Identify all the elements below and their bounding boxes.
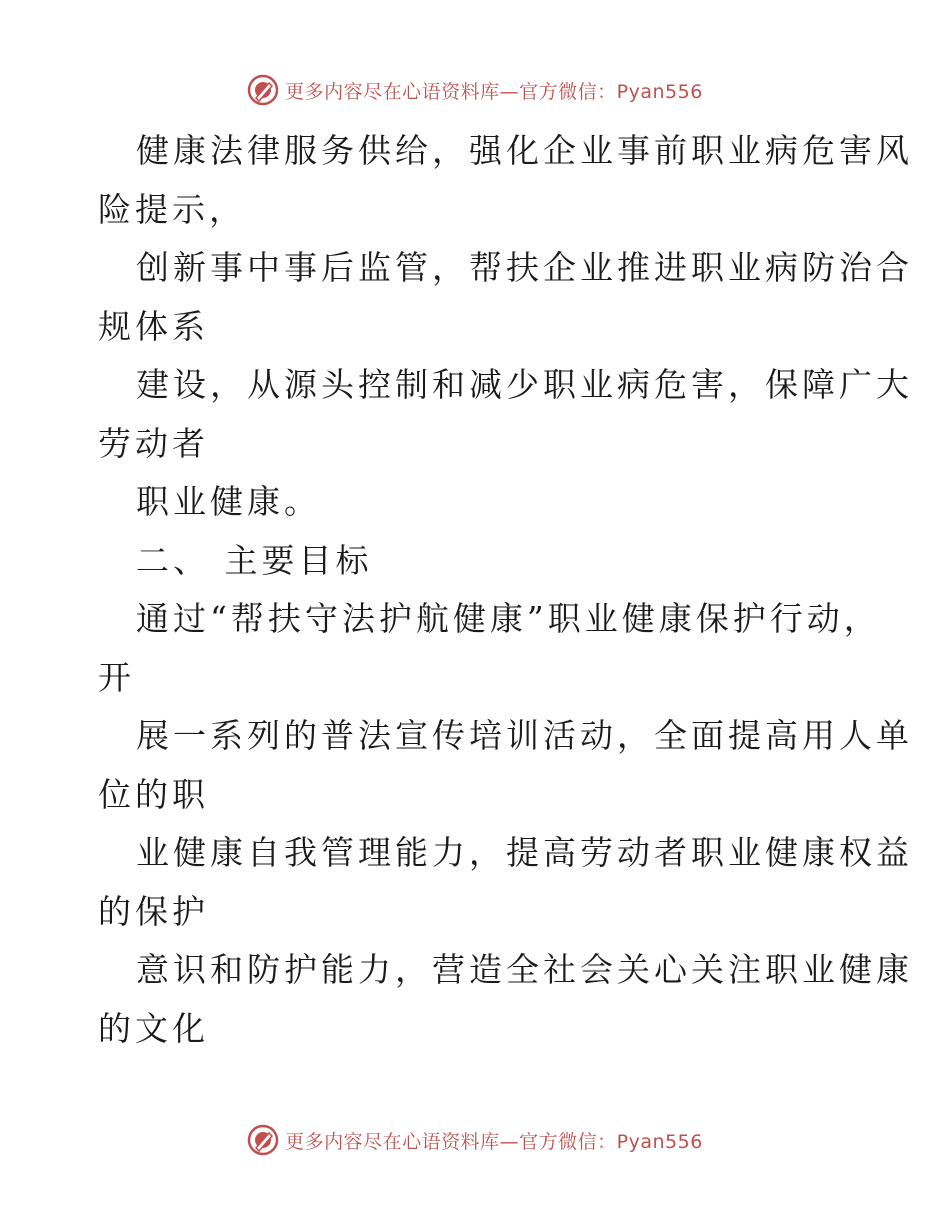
text-line: 劳动者 [98, 423, 209, 463]
text-line: 展一系列的普法宣传培训活动，全面提高用人单 [136, 716, 913, 755]
header-watermark-text: 更多内容尽在心语资料库—官方微信：Pyan556 [285, 80, 703, 103]
header-watermark [0, 70, 950, 110]
text-line: 的保护 [98, 891, 209, 931]
footer-watermark [0, 1120, 950, 1160]
text-line: 通过“帮扶守法护航健康”职业健康保护行动， [136, 599, 881, 638]
footer-watermark-text: 更多内容尽在心语资料库—官方微信：Pyan556 [285, 1130, 703, 1153]
text-line: 险提示， [98, 189, 246, 229]
document-body [98, 122, 913, 1058]
text-line: 健康法律服务供给，强化企业事前职业病危害风 [136, 131, 913, 170]
text-line: 业健康自我管理能力，提高劳动者职业健康权益 [136, 833, 913, 872]
text-line: 创新事中事后监管，帮扶企业推进职业病防治合 [136, 248, 913, 287]
text-line: 位的职 [98, 774, 209, 814]
text-line: 规体系 [98, 306, 209, 346]
pen-logo-icon [247, 1124, 279, 1156]
text-line: 开 [98, 657, 135, 697]
text-line: 意识和防护能力，营造全社会关心关注职业健康 [136, 950, 913, 989]
text-line: 二、 主要目标 [136, 540, 373, 580]
pen-logo-icon [247, 74, 279, 106]
text-line: 的文化 [98, 1008, 209, 1048]
text-line: 建设，从源头控制和减少职业病危害，保障广大 [136, 365, 913, 404]
text-line: 职业健康。 [136, 482, 321, 521]
